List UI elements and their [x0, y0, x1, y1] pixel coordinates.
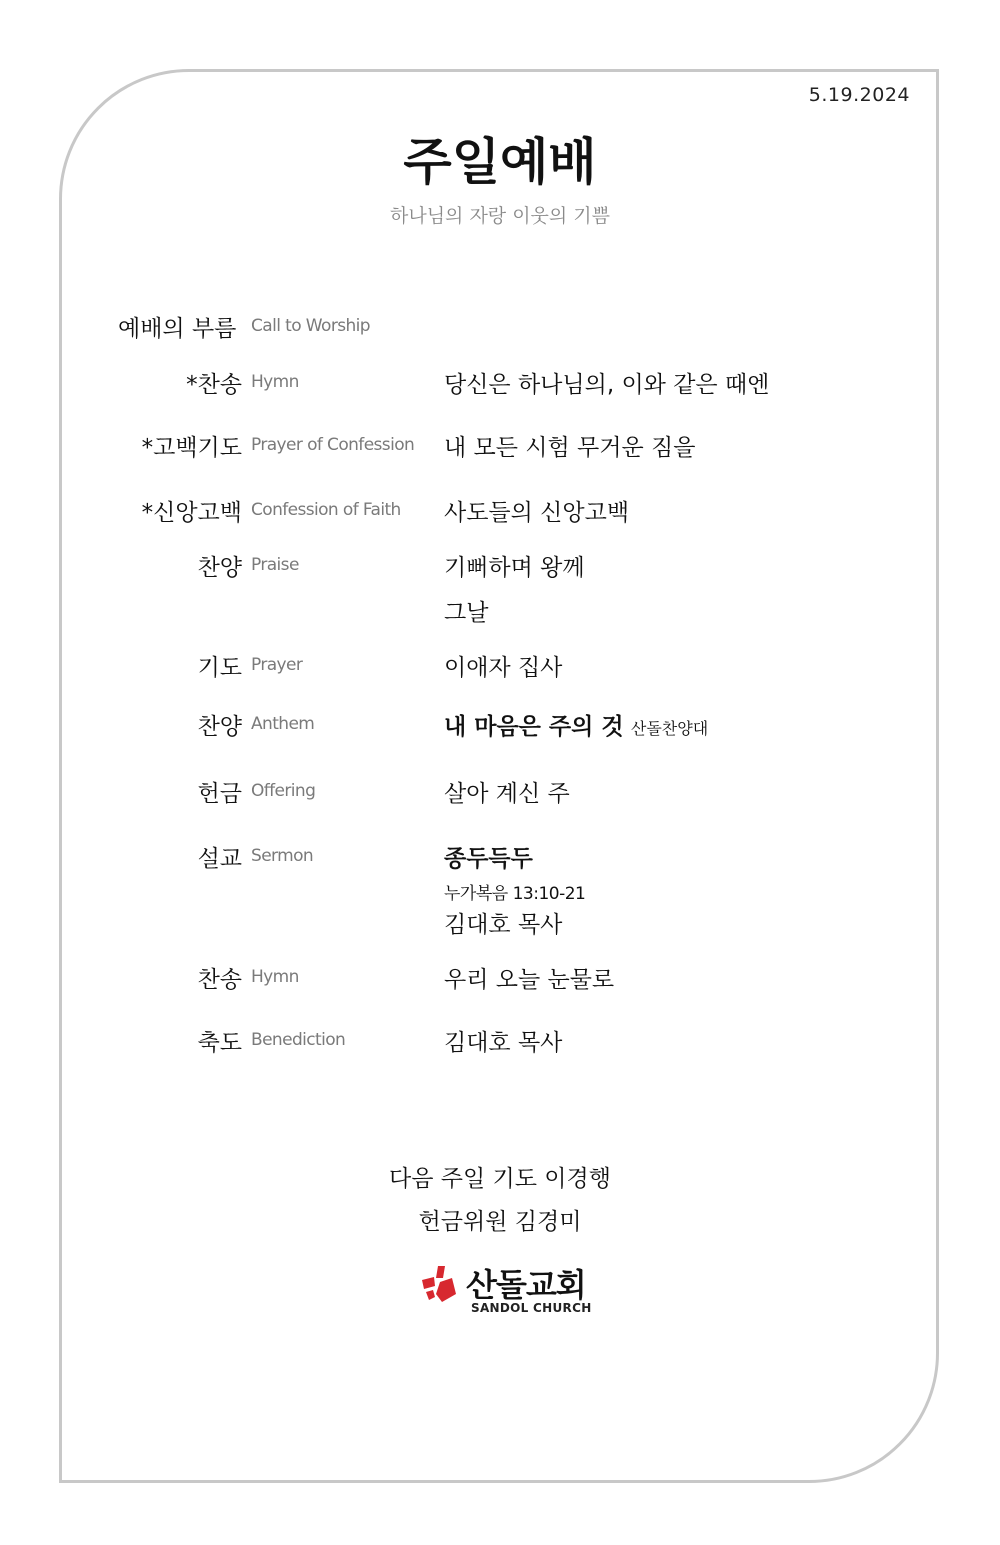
- church-logo: [418, 1262, 592, 1322]
- sermon-scripture: 누가복음 13:10-21: [444, 884, 586, 904]
- praise-song: 그날: [444, 600, 489, 626]
- order-item-korean-label: *찬송: [186, 372, 242, 398]
- order-item-english-label: Praise: [251, 555, 299, 575]
- praise-song: 기뻐하며 왕께: [444, 555, 585, 581]
- order-item-korean-label: 헌금: [197, 781, 242, 807]
- order-item-english-label: Confession of Faith: [251, 500, 401, 520]
- anthem-title: 내 마음은 주의 것: [444, 714, 624, 740]
- order-item-korean-label: 기도: [197, 655, 242, 681]
- order-item-content: 살아 계신 주: [444, 781, 570, 807]
- order-item-content: 내 모든 시험 무거운 짐을: [444, 435, 696, 461]
- order-item-english-label: Call to Worship: [251, 316, 370, 336]
- order-item-content: 김대호 목사: [444, 1030, 563, 1056]
- order-item-english-label: Anthem: [251, 714, 315, 734]
- order-item-content: 우리 오늘 눈물로: [444, 967, 615, 993]
- order-item-content: [444, 840, 585, 939]
- order-item-korean-label: 예배의 부름: [118, 316, 237, 342]
- order-item-english-label: Hymn: [251, 967, 299, 987]
- service-date: 5.19.2024: [808, 84, 910, 106]
- sermon-preacher: 김대호 목사: [444, 912, 563, 938]
- order-item-content: 사도들의 신앙고백: [444, 500, 630, 526]
- order-item-english-label: Offering: [251, 781, 316, 801]
- order-item-korean-label: *신앙고백: [141, 500, 242, 526]
- order-item-content: [444, 708, 708, 741]
- order-item-korean-label: 설교: [197, 846, 242, 872]
- choir-name: 산돌찬양대: [630, 719, 709, 738]
- order-item-content: [444, 549, 585, 639]
- order-item-korean-label: *고백기도: [141, 435, 242, 461]
- church-logo-icon: [418, 1264, 460, 1306]
- order-item-content: 당신은 하나님의, 이와 같은 때엔: [444, 372, 770, 398]
- order-item-english-label: Hymn: [251, 372, 299, 392]
- next-week-prayer: 다음 주일 기도 이경행: [389, 1166, 611, 1192]
- page-subtitle: 하나님의 자랑 이웃의 기쁨: [389, 205, 610, 227]
- order-item-english-label: Benediction: [251, 1030, 346, 1050]
- order-item-korean-label: 찬양: [197, 714, 242, 740]
- order-item-english-label: Prayer of Confession: [251, 435, 415, 455]
- offering-committee: 헌금위원 김경미: [418, 1209, 582, 1235]
- order-item-korean-label: 축도: [197, 1030, 242, 1056]
- order-item-english-label: Sermon: [251, 846, 314, 866]
- sermon-title: 종두득두: [444, 846, 533, 872]
- order-item-korean-label: 찬송: [197, 967, 242, 993]
- church-name: 산돌교회: [466, 1266, 586, 1304]
- church-name-english: SANDOL CHURCH: [471, 1301, 592, 1315]
- page-title: 주일예배: [403, 133, 597, 191]
- order-item-content: 이애자 집사: [444, 655, 563, 681]
- order-item-korean-label: 찬양: [197, 555, 242, 581]
- order-item-english-label: Prayer: [251, 655, 303, 675]
